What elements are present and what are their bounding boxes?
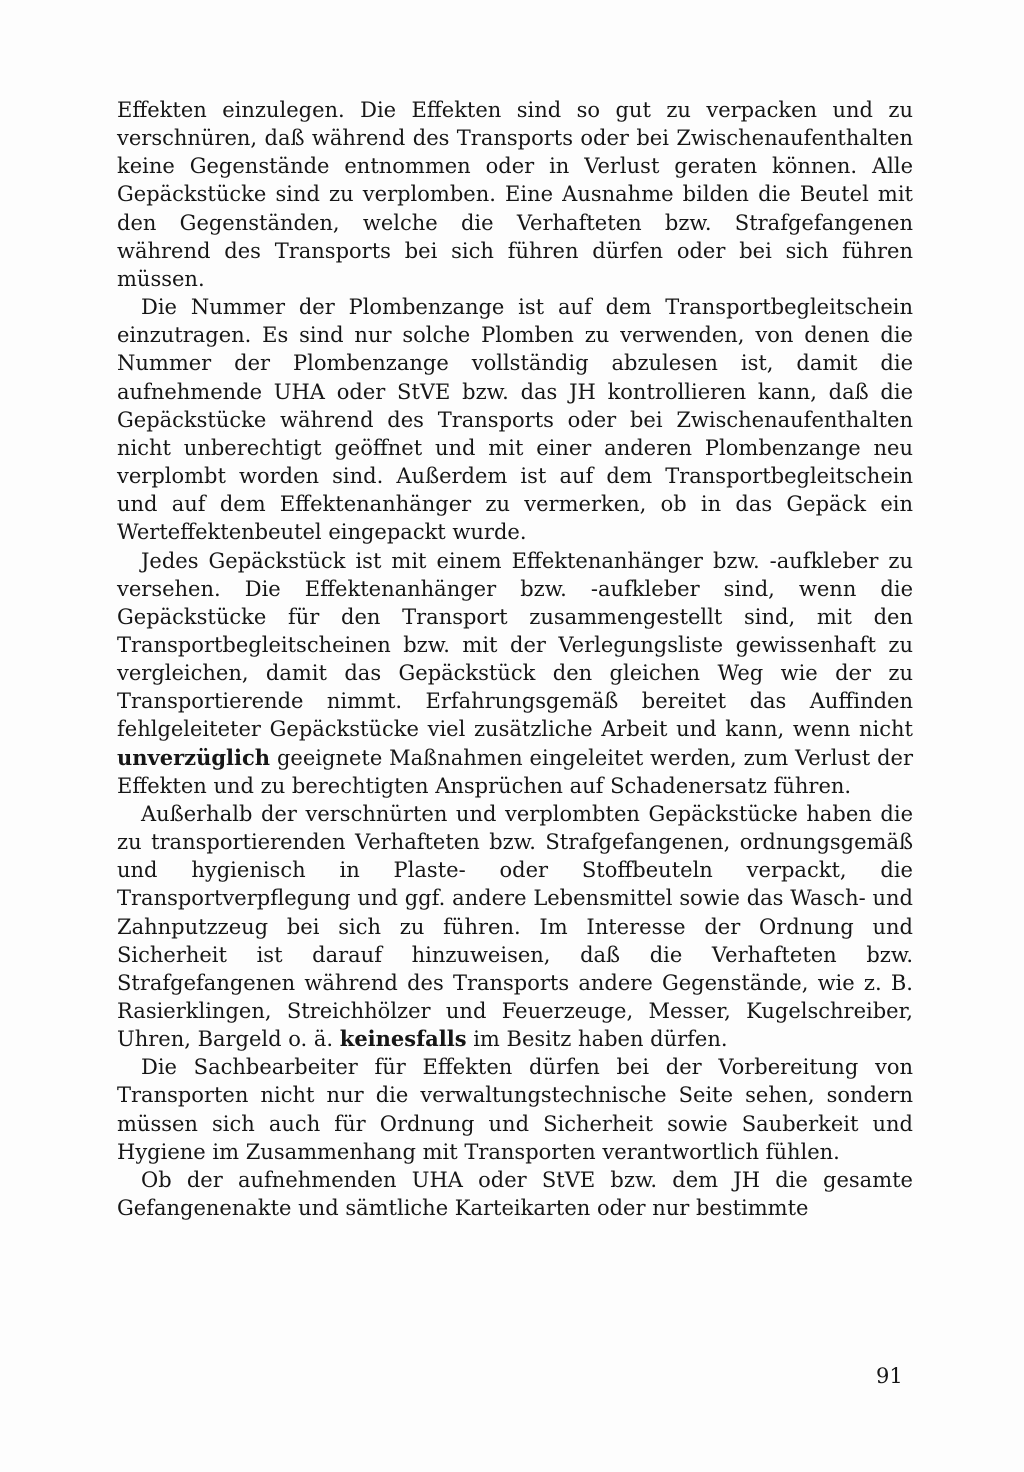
page-number: 91	[876, 1364, 903, 1388]
body-text	[117, 96, 913, 1222]
paragraph-4-text-before: Außerhalb der verschnürten und verplombten Gepäckstücke haben die zu transportierenden Verhafteten bzw. Strafgefangenen, ordnungsgemäß und hygienisch in Plaste- oder Stoffbeuteln verpackt, die Transportverpflegung und ggf. andere Lebensmittel sowie das Wasch- und Zahnputzzeug bei sich zu führen. Im Interesse der Ordnung und Sicherheit ist darauf hinzuweisen, daß die Verhafteten bzw. Strafgefangenen während des Transports andere Gegenstände, wie z. B. Rasierklingen, Streichhölzer und Feuerzeuge, Messer, Kugelschreiber, Uhren, Bargeld o. ä.	[117, 801, 913, 1052]
paragraph-5-text: Die Sachbearbeiter für Effekten dürfen bei der Vorbereitung von Transporten nicht nur die verwaltungstechnische Seite sehen, sondern müssen sich auch für Ordnung und Sicherheit sowie Sauberkeit und Hygiene im Zusammenhang mit Transporten verantwortlich fühlen.	[117, 1055, 913, 1164]
paragraph-1-text: Effekten einzulegen. Die Effekten sind so gut zu verpacken und zu verschnüren, daß während des Transports oder bei Zwischenaufenthalten keine Gegenstände entnommen oder in Verlust geraten können. Alle Gepäckstücke sind zu verplomben. Eine Ausnahme bilden die Beutel mit den Gegenständen, welche die Verhafteten bzw. Strafgefangenen während des Transports bei sich führen dürfen oder bei sich führen müssen.	[117, 98, 913, 291]
paragraph-3-emphasis: unverzüglich	[117, 744, 271, 770]
paragraph-6-text: Ob der aufnehmenden UHA oder StVE bzw. dem JH die gesamte Gefangenenakte und sämtliche Karteikarten oder nur bestimmte	[117, 1167, 913, 1221]
paragraph-4-text-after: im Besitz haben dürfen.	[466, 1027, 728, 1052]
paragraph-1	[117, 96, 913, 293]
paragraph-3-text-before: Jedes Gepäckstück ist mit einem Effektenanhänger bzw. -aufkleber zu versehen. Die Effektenanhänger bzw. -aufkleber sind, wenn die Gepäckstücke für den Transport zusammengestellt sind, mit den Transportbegleitscheinen bzw. mit der Verlegungsliste gewissenhaft zu vergleichen, damit das Gepäckstück den gleichen Weg wie der zu Transportierende nimmt. Erfahrungsgemäß bereitet das Auffinden fehlgeleiteter Gepäckstücke viel zusätzliche Arbeit und kann, wenn nicht	[117, 548, 913, 742]
paragraph-3-text-after: geeignete Maßnahmen eingeleitet werden, zum Verlust der Effekten und zu berechtigten Ansprüchen auf Schadenersatz führen.	[117, 745, 913, 798]
paragraph-2-text: Die Nummer der Plombenzange ist auf dem Transportbegleitschein einzutragen. Es sind nur solche Plomben zu verwenden, von denen die Nummer der Plombenzange vollständig abzulesen ist, damit die aufnehmende UHA oder StVE bzw. das JH kontrollieren kann, daß die Gepäckstücke während des Transports oder bei Zwischenaufenthalten nicht unberechtigt geöffnet und mit einer anderen Plombenzange neu verplombt worden sind. Außerdem ist auf dem Transportbegleitschein und auf dem Effektenanhänger zu vermerken, ob in das Gepäck ein Werteffektenbeutel eingepackt wurde.	[117, 295, 913, 545]
paragraph-5	[117, 1053, 913, 1166]
paragraph-3	[117, 547, 913, 800]
paragraph-4-emphasis: keinesfalls	[339, 1026, 467, 1052]
paragraph-4	[117, 800, 913, 1053]
paragraph-6	[117, 1166, 913, 1222]
paragraph-2	[117, 293, 913, 546]
